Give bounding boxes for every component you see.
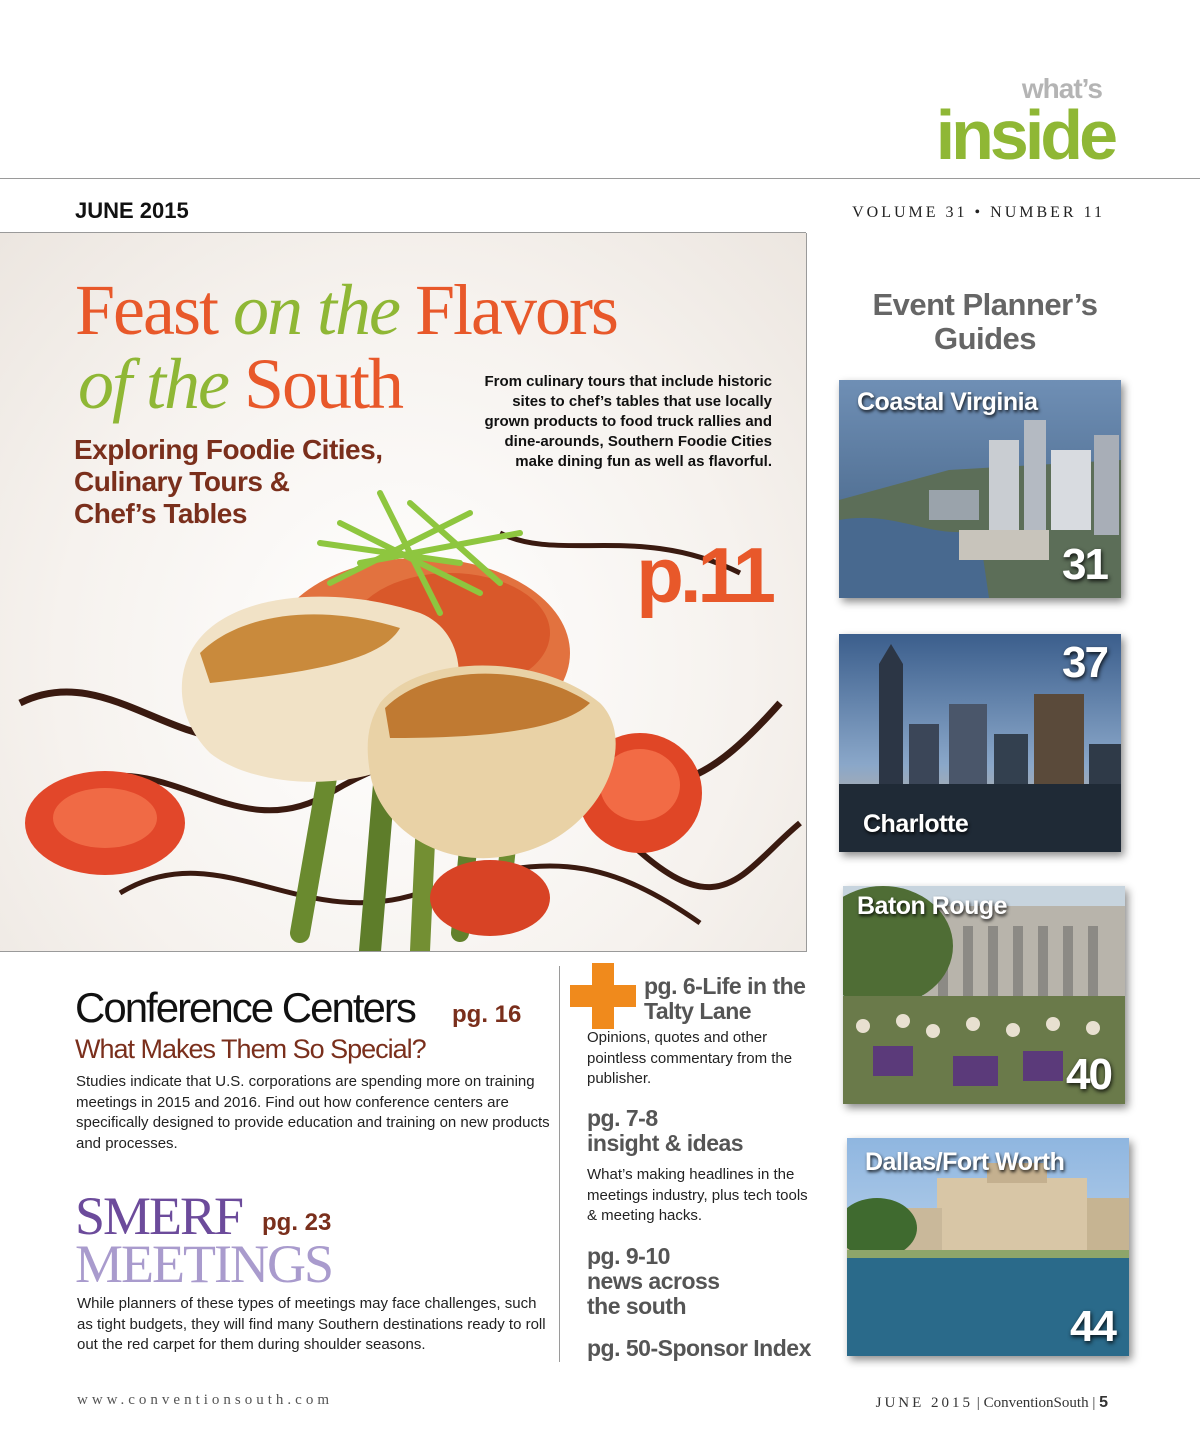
inside-label: inside [935, 96, 1114, 174]
guide-page: 40 [1066, 1050, 1111, 1099]
conference-centers-body: Studies indicate that U.S. corporations are spending more on training meetings in 2015 and 2016. Find out how conference centers are specifically designed to provide education and training on new products and processes. [76, 1073, 550, 1152]
title-of-the: of the [78, 344, 244, 424]
guides-title: Event Planner’s Guides [872, 287, 1098, 356]
feature-page-link[interactable]: p.11 [636, 531, 772, 619]
smerf-body: While planners of these types of meetings may face challenges, such as tight budgets, they will find many Southern destinations ready to roll out the red carpet for them during shoulder seasons. [77, 1295, 546, 1353]
footer-folio [876, 1394, 1108, 1412]
footer-magazine-name: ConventionSouth [983, 1395, 1089, 1411]
guide-name: Coastal Virginia [857, 388, 1038, 416]
plus-icon [570, 963, 636, 1029]
smerf-page-link[interactable]: pg. 23 [262, 1209, 332, 1236]
title-flavors: Flavors [414, 270, 617, 350]
whats-label: what’s [1021, 73, 1102, 104]
volume-number: VOLUME 31 • NUMBER 11 [852, 204, 1105, 221]
guide-coastal-virginia[interactable] [839, 380, 1121, 598]
footer-date: JUNE 2015 [875, 1395, 974, 1411]
title-south: South [243, 344, 403, 424]
guide-page: 44 [1070, 1302, 1115, 1351]
feature-title-line-1 [75, 272, 617, 348]
department-body: What’s making headlines in the meetings industry, plus tech tools & meeting hacks. [587, 1166, 808, 1224]
conference-centers-page-link[interactable]: pg. 16 [452, 1001, 522, 1028]
feature-subhead: Exploring Foodie Cities, Culinary Tours & Chef’s Tables [74, 434, 383, 529]
issue-date: JUNE 2015 [75, 198, 189, 223]
conference-centers-title: Conference Centers [75, 984, 415, 1031]
guide-page: 37 [1062, 638, 1107, 687]
smerf-title: SMERF [75, 1186, 243, 1246]
guide-name: Charlotte [863, 810, 969, 838]
title-on-the: on the [232, 270, 415, 350]
smerf-meetings-title: MEETINGS [75, 1234, 332, 1294]
feature-title-line-2 [78, 346, 402, 422]
guide-name: Baton Rouge [857, 892, 1008, 920]
guide-baton-rouge[interactable] [843, 886, 1125, 1104]
department-body: Opinions, quotes and other pointless commentary from the publisher. [587, 1029, 793, 1087]
feature-blurb: From culinary tours that include historic sites to chef’s tables that use locally grown products to food truck rallies and dine-arounds, Southern Foodie Cities make dining fun as well as flavorful. [484, 373, 772, 470]
page-number: 5 [1099, 1394, 1108, 1411]
guide-charlotte[interactable] [839, 634, 1121, 852]
department-heading-life-talty-lane[interactable]: pg. 6-Life in the Talty Lane [644, 973, 806, 1024]
footer-separator: | [1088, 1395, 1100, 1411]
department-heading-news-across-south[interactable]: pg. 9-10 news across the south [587, 1243, 720, 1319]
top-divider [0, 178, 1200, 179]
footer-website-link[interactable]: www.conventionsouth.com [77, 1392, 334, 1408]
conference-centers-subtitle: What Makes Them So Special? [75, 1034, 426, 1064]
title-feast: Feast [75, 270, 233, 350]
department-heading-sponsor-index[interactable]: pg. 50-Sponsor Index [587, 1335, 811, 1361]
department-heading-insight-ideas[interactable]: pg. 7-8 insight & ideas [587, 1105, 744, 1156]
guide-page: 31 [1062, 540, 1107, 589]
footer-separator: | [973, 1395, 984, 1411]
guide-name: Dallas/Fort Worth [865, 1148, 1065, 1176]
column-divider [559, 966, 560, 1362]
guide-dallas-fort-worth[interactable] [847, 1138, 1129, 1356]
